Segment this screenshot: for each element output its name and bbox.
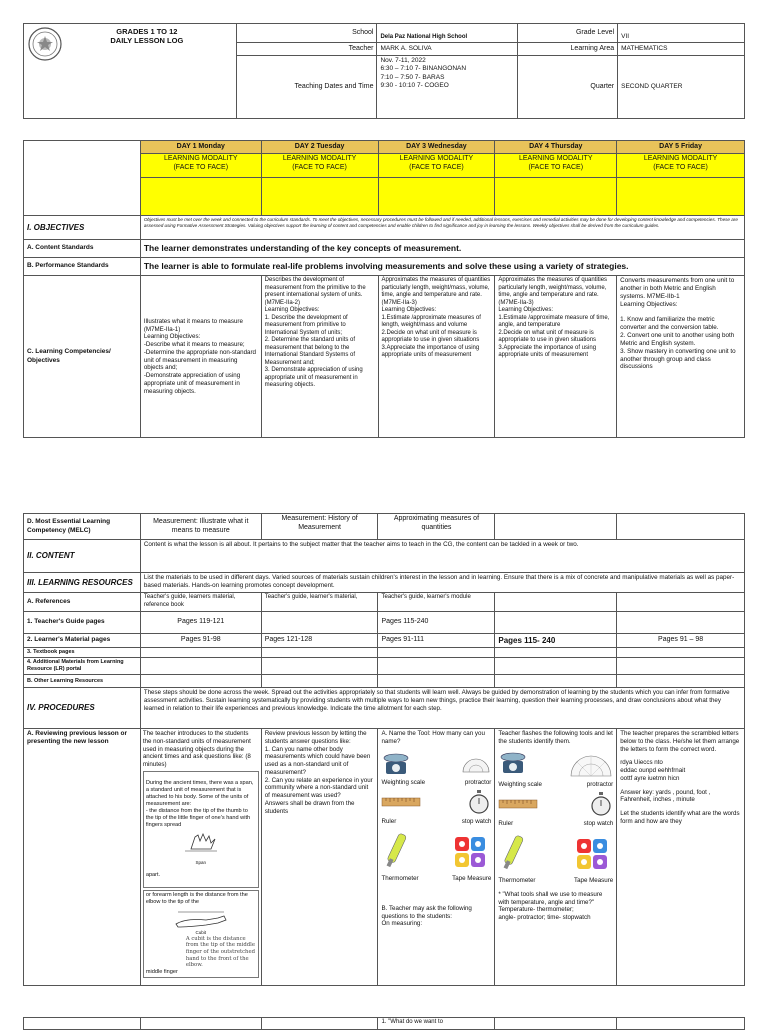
textbook-label: 3. Textbook pages <box>24 648 141 658</box>
day5-intro: The teacher prepares the scrambled letters below to the class. He/she let them arrange the letters to form the correct word. <box>620 730 740 753</box>
cubit-note: A cubit is the distance from the tip of the middle finger of the outstretched hand to the front of the elbow. <box>185 935 255 969</box>
day5-scrambled: rdya Uieccs nto eddac ounpd eehhfrnait oottf ayre iuetmn hicn <box>620 759 686 782</box>
day5-melc <box>617 514 745 540</box>
blank-corner <box>24 141 141 216</box>
day3-stopwatch-label: stop watch <box>461 818 492 826</box>
grade-label: Grade Level <box>518 24 618 43</box>
area-value: MATHEMATICS <box>618 43 745 56</box>
tg-label: 1. Teacher's Guide pages <box>24 612 141 634</box>
day4-questions: * "What tools shall we use to measure with temperature, angle and time?" Temperature- thermometer; angle- protractor; time- stopwatch <box>498 890 603 921</box>
school-value: Dela Paz National High School <box>377 24 518 43</box>
day3-questions: B. Teacher may ask the following questions to the students: On measuring: <box>381 904 472 928</box>
day3-review <box>378 729 495 986</box>
day2-competency: Describes the development of measurement from the primitive to the present international system of units. (M7ME-IIa-2) Learning Objectives: 1. Describe the development of measurement from primitive to International System of units; 2. Determine the standard units of measurement that belong to the International Standard Systems of Measurement and; 3. Demonstrate appreciation of using appropriate unit of measurement in measuring objects. <box>261 276 378 438</box>
school-label: School <box>236 24 377 43</box>
day1-references: Teacher's guide, learners material, reference book <box>140 593 261 612</box>
day2-lm: Pages 121-128 <box>261 634 378 648</box>
day1-modality: LEARNING MODALITY (FACE TO FACE) <box>140 154 261 178</box>
day4-header: DAY 4 Thursday <box>495 141 617 154</box>
day3-competency: Approximates the measures of quantities particularly length, weight/mass, volume, time, angle and temperature and rate. (M7ME-IIa-3) Learning Objectives: 1.Estimate /approximate measures of length, weight/mass and volume 2.Decide on what unit of measure is appropriate to use in given situations 3.Appreciate the importance of using appropriate units of measurement <box>378 276 495 438</box>
day3-modality: LEARNING MODALITY (FACE TO FACE) <box>378 154 495 178</box>
header-title-grades: GRADES 1 TO 12 <box>116 27 178 36</box>
header-table <box>23 23 745 119</box>
day5-header: DAY 5 Friday <box>617 141 745 154</box>
additional-materials-label: 4. Additional Materials from Learning Resource (LR) portal <box>24 658 141 675</box>
melc-label: D. Most Essential Learning Competency (MELC) <box>24 514 141 540</box>
day2-header: DAY 2 Tuesday <box>261 141 378 154</box>
day5-lm: Pages 91 – 98 <box>617 634 745 648</box>
day4-stopwatch-label: stop watch <box>583 820 614 828</box>
quarter-label: Quarter <box>518 56 618 119</box>
other-resources-label: B. Other Learning Resources <box>24 675 141 688</box>
teacher-value: MARK A. SOLIVA <box>377 43 518 56</box>
day3-weighing-label: Weighting scale <box>381 778 426 786</box>
day4-tape-label: Tape Measure <box>574 877 614 884</box>
day1-tg: Pages 119-121 <box>140 612 261 634</box>
cubit-arm-icon <box>166 908 236 930</box>
day1-lm: Pages 91-98 <box>140 634 261 648</box>
objectives-label: I. OBJECTIVES <box>24 216 141 240</box>
day1-review-text: The teacher introduces to the students the non-standard units of measurement used in measuring objects during the ancient times and ask questions like: (8 minutes) <box>142 730 251 768</box>
day1-cubit-text: or forearm length is the distance from the elbow to the tip of the <box>145 892 248 906</box>
references-label: A. References <box>24 593 141 612</box>
protractor-icon <box>461 754 491 774</box>
day4-thermometer-label: Thermometer <box>498 877 536 884</box>
day4-tg <box>495 612 617 634</box>
day2-review: Review previous lesson by letting the students answer questions like: 1. Can you name other body measurements which could have been used as a non-standard unit of measurement? 2. Can you relate an experience in your community where a non-standard unit of measurement was used? Answers shall be drawn from the students <box>261 729 378 986</box>
day5-modality: LEARNING MODALITY (FACE TO FACE) <box>617 154 745 178</box>
cubit-caption: Cubit <box>195 930 207 936</box>
day5-answer-key: Answer key: yards , pound, foot , Fahrenheit, inches , minute <box>620 788 711 804</box>
lm-label: 2. Learner's Material pages <box>24 634 141 648</box>
span-caption: Span <box>195 859 207 865</box>
deped-seal-icon <box>28 27 62 61</box>
header-title-dll: DAILY LESSON LOG <box>110 36 184 46</box>
tape-measure-icon <box>451 831 491 871</box>
day1-middle-finger: middle finger <box>145 968 178 975</box>
procedures-note: These steps should be done across the week. Spread out the activities appropriately so that students will learn well. Always be guided by demonstration of learning by the students which you can infer from formative assessment activities. Sustain learning systematically by providing students with multiple ways to learn new things, practice their learning, question their learning processes, and draw conclusions about what they learned in relation to their life experiences and previous knowledge. Indicate the time allotment for each step. <box>140 688 744 729</box>
area-label: Learning Area <box>518 43 618 56</box>
review-label: A. Reviewing previous lesson or presenting the new lesson <box>24 729 141 986</box>
day3-tape-label: Tape Measure <box>452 875 492 882</box>
dates-value: Nov. 7-11, 2022 6:30 – 7:10 7- BINANGONAN 7:10 – 7:50 7- BARAS 9:30 - 10:10 7- COGEO <box>377 56 518 119</box>
day5-competency: Converts measurements from one unit to another in both Metric and English systems. M7ME-IIb-1 Learning Objectives: 1. Know and familiarize the metric converter and the conversion table. 2. Convert one unit to another using both Metric and English system. 3. Show mastery in converting one unit to another through group and class discussions <box>617 276 745 438</box>
day1-blank <box>140 178 261 216</box>
teacher-label: Teacher <box>236 43 377 56</box>
day1-competency: Illustrates what it means to measure (M7ME-IIa-1) Learning Objectives: -Describe what it means to measure; -Determine the appropriate non-standard unit of measurement in measuring objects and; -Demonstrate appreciation of using appropriate unit of measurement in measuring objects. <box>140 276 261 438</box>
day1-span-text: During the ancient times, there was a span, a standard unit of measurement that is attached to his body. Some of the units of measurement are: - the distance from the tip of the thumb to the tip of the little finger of one's hand with fingers spread <box>145 779 254 828</box>
day4-competency: Approximates the measures of quantities particularly length, weight/mass, volume, time, angle and temperature and rate. (M7ME-IIa-3) Learning Objectives: 1.Estimate /approximate measure of time, angle, and temperature 2.Decide on what unit of measure is appropriate to use in given situations 3.Appreciate the importance of using appropriate units of measurement <box>495 276 617 438</box>
day4-weighing-label: Weighting scale <box>498 780 542 788</box>
day4-protractor-label: protractor <box>586 780 614 788</box>
day3-blank <box>378 178 495 216</box>
day1-header: DAY 1 Monday <box>140 141 261 154</box>
day3-header: DAY 3 Wednesday <box>378 141 495 154</box>
day1-apart: apart. <box>145 872 161 879</box>
day4-modality: LEARNING MODALITY (FACE TO FACE) <box>495 154 617 178</box>
day1-melc: Measurement: Illustrate what it means to measure <box>140 514 261 540</box>
day4-lm: Pages 115- 240 <box>495 634 617 648</box>
day4-title: Teacher flashes the following tools and let the students identify them. <box>498 730 613 745</box>
competencies-label: C. Learning Competencies/ Objectives <box>24 276 141 438</box>
quarter-value: SECOND QUARTER <box>618 56 745 119</box>
protractor-icon <box>569 748 613 778</box>
day2-tg <box>261 612 378 634</box>
day4-review <box>495 729 617 986</box>
day4-blank <box>495 178 617 216</box>
thermometer-icon <box>498 832 528 874</box>
day3-thermometer-label: Thermometer <box>381 875 419 882</box>
day5-tg <box>617 612 745 634</box>
day1-span-box <box>143 771 259 888</box>
ruler-icon <box>498 797 538 811</box>
day1-review <box>140 729 261 986</box>
resources-label: III. LEARNING RESOURCES <box>24 573 141 593</box>
day4-melc <box>495 514 617 540</box>
performance-standards-value: The learner is able to formulate real-life problems involving measurements and solve these using a variety of strategies. <box>140 258 744 276</box>
weighing-scale-icon <box>498 751 528 775</box>
procedures-label: IV. PROCEDURES <box>24 688 141 729</box>
content-note: Content is what the lesson is all about. It pertains to the subject matter that the teacher aims to teach in the CG, the content can be tackled in a week or two. <box>140 540 744 573</box>
stopwatch-icon <box>589 791 613 817</box>
day3-melc: Approximating measures of quantities <box>378 514 495 540</box>
performance-standards-label: B. Performance Standards <box>24 258 141 276</box>
resources-note: List the materials to be used in different days. Varied sources of materials sustain children's interest in the lesson and in learning. Ensure that there is a mix of concrete and manipulative materials as well as paper-based materials. Hands-on learning promotes concept development. <box>140 573 744 593</box>
day3-references: Teacher's guide, learner's module <box>378 593 495 612</box>
day1-cubit-box <box>143 890 259 978</box>
day5-references <box>617 593 745 612</box>
day2-melc: Measurement: History of Measurement <box>261 514 378 540</box>
tape-measure-icon <box>573 833 613 873</box>
day2-modality: LEARNING MODALITY (FACE TO FACE) <box>261 154 378 178</box>
day4-references <box>495 593 617 612</box>
grade-value: VII <box>618 24 745 43</box>
day4-ruler-label: Ruler <box>498 820 514 828</box>
day3-protractor-label: protractor <box>464 778 492 786</box>
stopwatch-icon <box>467 789 491 815</box>
objectives-note: Objectives must be met over the week and connected to the curriculum standards. To meet the objectives, necessary procedures must be followed and if needed, additional lessons, exercises and remedial activities may be done for developing content knowledge and competencies. These are assessed using Formative Assessment Strategies. Valuing objectives support the learning of content and competencies and enable children to find significance and joy in learning the lessons. Weekly objectives shall be derived from the curriculum guides. <box>140 216 744 240</box>
next-day3: 1. "What do we want to <box>378 1018 495 1030</box>
procedures-table <box>23 513 745 986</box>
content-standards-value: The learner demonstrates understanding of the key concepts of measurement. <box>140 240 744 258</box>
thermometer-icon <box>381 830 411 872</box>
day3-ruler-label: Ruler <box>381 818 397 826</box>
day2-references: Teacher's guide, learner's material, <box>261 593 378 612</box>
objectives-table <box>23 140 745 438</box>
day5-review <box>617 729 745 986</box>
header-title-cell <box>24 24 237 119</box>
day3-tg: Pages 115-240 <box>378 612 495 634</box>
day5-let-students: Let the students identify what are the words form and how are they <box>620 810 740 825</box>
span-hand-icon <box>171 831 231 853</box>
content-standards-label: A. Content Standards <box>24 240 141 258</box>
day3-lm: Pages 91-111 <box>378 634 495 648</box>
dates-label: Teaching Dates and Time <box>236 56 377 119</box>
day5-blank <box>617 178 745 216</box>
content-label: II. CONTENT <box>24 540 141 573</box>
day3-title: A. Name the Tool: How many can you name? <box>381 730 485 745</box>
weighing-scale-icon <box>381 752 411 776</box>
day2-blank <box>261 178 378 216</box>
ruler-icon <box>381 795 421 809</box>
